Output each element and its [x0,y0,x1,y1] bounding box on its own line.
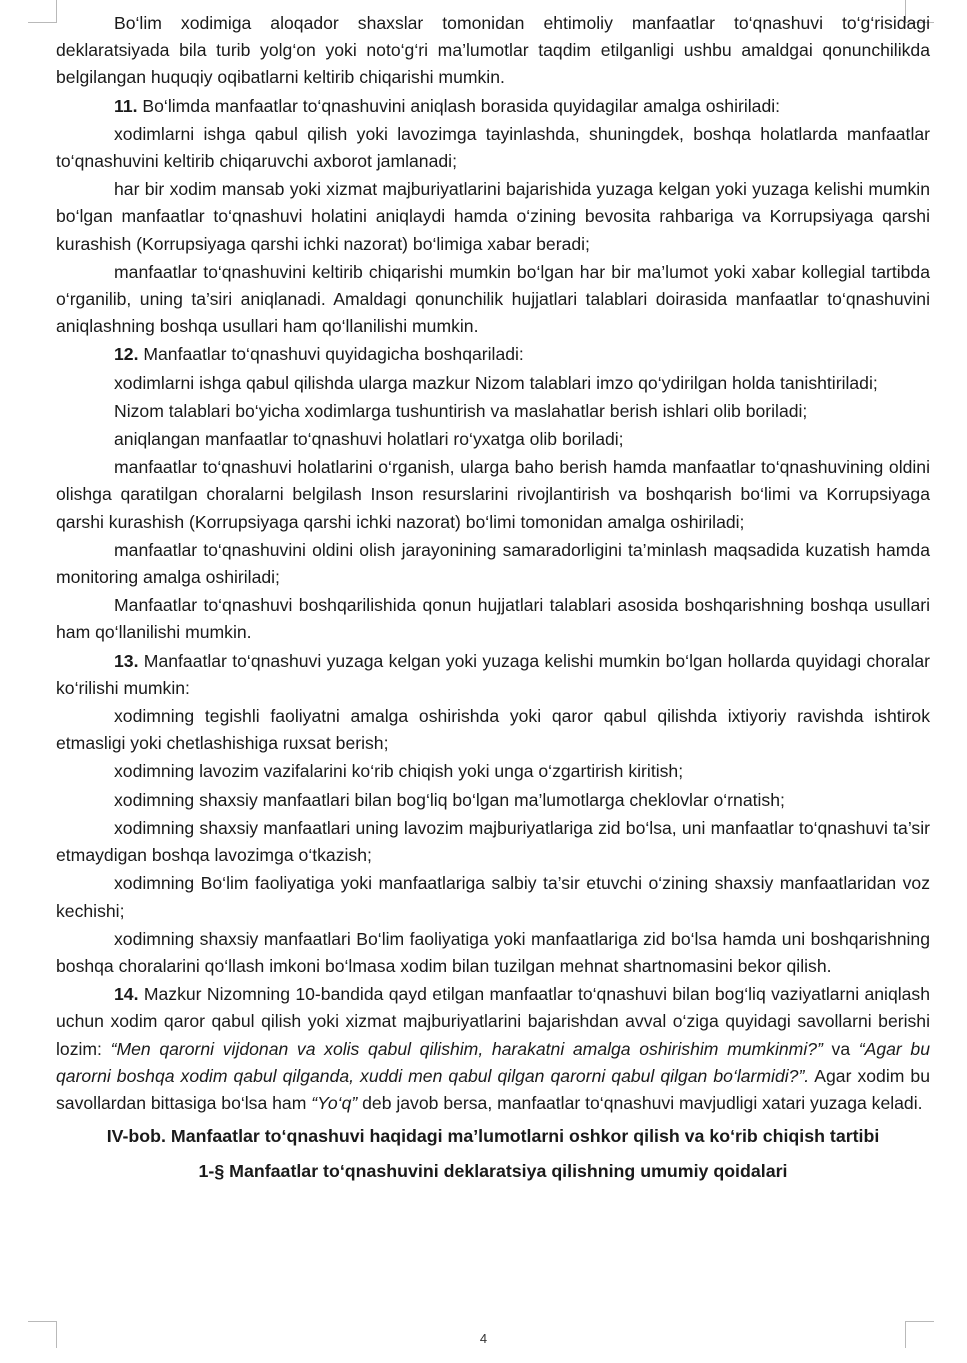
page-number: 4 [479,1331,488,1346]
list-item [56,259,930,341]
list-item [56,121,930,175]
paragraph-text: xodimning Bo‘lim faoliyatiga yoki manfaatlariga salbiy ta’sir etuvchi o‘zining shaxsiy manfaatlaridan voz kechishi; [56,873,930,921]
paragraph-number: 13. [114,650,139,671]
paragraph-13 [56,648,930,702]
list-item [56,537,930,591]
paragraph-text: va [822,1038,859,1059]
paragraph-text: Manfaatlar to‘qnashuvi quyidagicha boshqariladi: [143,344,524,365]
chapter-heading: IV-bob. Manfaatlar to‘qnashuvi haqidagi ma’lumotlarni oshkor qilish va ko‘rib chiqish tartibi [106,1126,880,1147]
paragraph-text: manfaatlar to‘qnashuvini keltirib chiqarishi mumkin bo‘lgan har bir ma’lumot yoki xabar kollegial tartibda o‘rganilib, uning ta’siri aniqlanadi. Amaldagi qonunchilik hujjatlari talablari doirasida manfaatlar to‘qnashuvini aniqlashning boshqa usullari ham qo‘llanilishi mumkin. [56,261,930,337]
paragraph-text: manfaatlar to‘qnashuvini oldini olish jarayonining samaradorligini ta’minlash maqsadida kuzatish hamda monitoring amalga oshiriladi; [56,539,930,588]
list-item [56,870,930,924]
paragraph-12 [56,341,930,368]
paragraph-text: xodimning lavozim vazifalarini ko‘rib chiqish yoki unga o‘zgartirish kiritish; [114,761,684,782]
paragraph [56,10,930,92]
paragraph-text: Bo‘limda manfaatlar to‘qnashuvini aniqlash borasida quyidagilar amalga oshiriladi: [142,95,781,116]
paragraph-text: deb javob bersa, manfaatlar to‘qnashuvi mavjudligi xatari yuzaga keladi. [357,1092,923,1113]
list-item [56,926,930,980]
paragraph-text: har bir xodim mansab yoki xizmat majburiyatlarini bajarishida yuzaga kelgan yoki yuzaga kelishi mumkin bo‘lgan manfaatlar to‘qnashuvi holatini aniqlaydi hamda o‘zining bevosita rahbariga va Korrupsiyaga qarshi kurashish (Korrupsiyaga qarshi ichki nazorat) bo‘limiga xabar beradi; [56,179,930,254]
paragraph-number: 14. [114,984,139,1005]
list-item [56,703,930,757]
quoted-question: “Agar bu qarorni boshqa xodim qabul qilganda, xuddi men qabul qilgan qarorni qabul qilgan bo‘larmidi?”. [56,1038,930,1086]
paragraph-text: Manfaatlar to‘qnashuvi yuzaga kelgan yoki yuzaga kelishi mumkin bo‘lgan hollarda quyidagi choralar ko‘rilishi mumkin: [56,650,930,698]
paragraph-number: 11. [114,95,138,116]
paragraph-number: 12. [114,344,139,365]
paragraph-text: xodimlarni ishga qabul qilish yoki lavozimga tayinlashda, shuningdek, boshqa holatlarda manfaatlar to‘qnashuvini keltirib chiqaruvchi axborot jamlanadi; [56,123,930,172]
paragraph-11 [56,93,930,120]
paragraph-text: xodimning tegishli faoliyatni amalga oshirishda yoki qaror qabul qilishda ixtiyoriy ravishda ishtirok etmasligi yoki chetlashishiga ruxsat berish; [56,706,930,754]
paragraph-text: Mazkur Nizomning 10-bandida qayd etilgan manfaatlar to‘qnashuvi bilan bog‘liq vaziyatlarni aniqlash uchun xodim qaror qabul qilish yoki xizmat majburiyatlarini bajarishdan avval o‘ziga quyidagi savollarni berishi lozim: [56,984,931,1059]
list-item [56,370,930,397]
paragraph-text: Manfaatlar to‘qnashuvi boshqarilishida qonun hujjatlari talablari asosida boshqarishning boshqa usullari ham qo‘llanilishi mumkin. [56,595,930,643]
paragraph-text: aniqlangan manfaatlar to‘qnashuvi holatlari ro‘yxatga olib boriladi; [114,429,624,450]
list-item [56,176,930,258]
paragraph-text: xodimning shaxsiy manfaatlari uning lavozim majburiyatlariga zid bo‘lsa, uni manfaatlar to‘qnashuvi ta’sir etmaydigan boshqa lavozimga o‘tkazish; [56,817,930,866]
list-item [56,815,930,869]
list-item [56,426,930,453]
list-item [56,454,930,536]
paragraph-14 [56,981,930,1117]
crop-mark-top-left [28,0,57,23]
paragraph-text: Nizom talablari bo‘yicha xodimlarga tushuntirish va maslahatlar berish ishlari olib boriladi; [114,400,808,421]
paragraph-text: Bo‘lim xodimiga aloqador shaxslar tomonidan ehtimoliy manfaatlar to‘qnashuvi to‘g‘risidagi deklaratsiyada bila turib yolg‘on yoki noto‘g‘ri ma’lumotlar taqdim etilganligi ushbu amaldgai qonunchilikda belgilangan huquqiy oqibatlarni keltirib chiqarishi mumkin. [56,13,930,88]
list-item [56,592,930,646]
paragraph-text: manfaatlar to‘qnashuvi holatlarini o‘rganish, ularga baho berish hamda manfaatlar to‘qnashuvining oldini olishga qaratilgan choralarni belgilash Inson resurslarini rivojlantirish va boshqarish bo‘limi va Korrupsiyaga qarshi kurashish (Korrupsiyaga qarshi ichki nazorat) bo‘limi tomonidan amalga oshiriladi; [56,457,930,532]
quoted-question: “Men qarorni vijdonan va xolis qabul qilishim, harakatni amalga oshirishim mumkinmi?” [110,1038,823,1059]
quoted-answer: “Yo‘q” [311,1092,358,1113]
list-item [56,787,930,814]
paragraph-text: Agar xodim bu savollardan bittasiga bo‘lsa ham [56,1065,931,1113]
section-heading: 1-§ Manfaatlar to‘qnashuvini deklaratsiya qilishning umumiy qoidalari [198,1161,788,1182]
list-item [56,758,930,785]
paragraph-text: xodimning shaxsiy manfaatlari Bo‘lim faoliyatiga yoki manfaatlariga zid bo‘lsa hamda uni boshqarishning boshqa choralarini qo‘llash imkoni bo‘lmasa xodim bilan tuzilgan mehnat shartnomasini bekor qilish. [56,928,930,976]
paragraph-text: xodimning shaxsiy manfaatlari bilan bog‘liq bo‘lgan ma’lumotlarga cheklovlar o‘rnatish; [114,789,785,810]
page-body [56,10,930,1186]
paragraph-text: xodimlarni ishga qabul qilishda ularga mazkur Nizom talablari imzo qo‘ydirilgan holda tanishtiriladi; [114,372,878,393]
list-item [56,398,930,425]
